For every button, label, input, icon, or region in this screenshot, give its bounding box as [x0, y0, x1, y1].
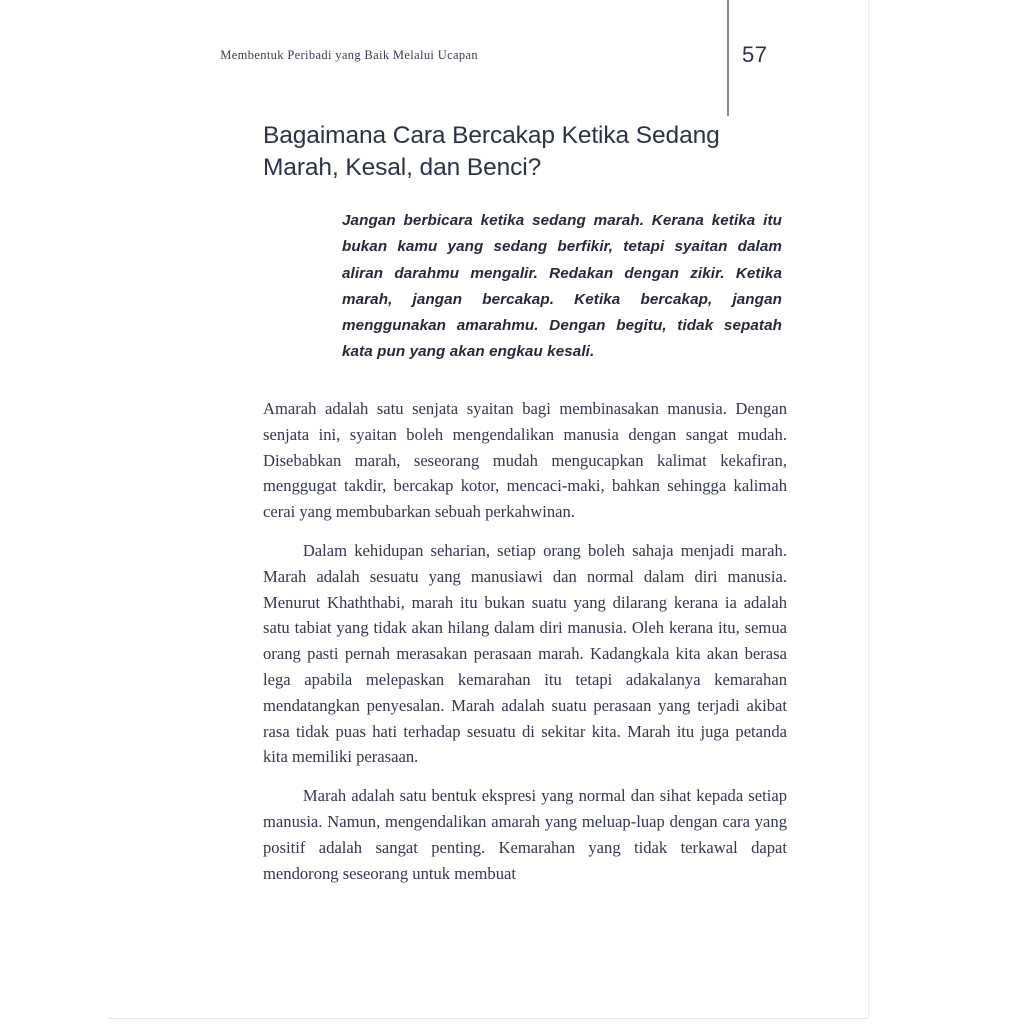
paragraph: Marah adalah satu bentuk ekspresi yang normal dan sihat kepada setiap manusia. Namun, mengendalikan amarah yang meluap-luap dengan cara yang positif adalah sangat penting. Kemarahan yang tidak terkawal dapat mendorong seseorang untuk membuat	[263, 786, 787, 883]
running-head-title: Membentuk Peribadi yang Baik Melalui Ucapan	[220, 48, 478, 62]
page-number: 57	[742, 42, 768, 67]
page-title: Bagaimana Cara Bercakap Ketika Sedang Marah, Kesal, dan Benci?	[263, 122, 720, 182]
paragraph: Dalam kehidupan seharian, setiap orang boleh sahaja menjadi marah. Marah adalah sesuatu yang manusiawi dan normal dalam diri manusia. Menurut Khaththabi, marah itu bukan suatu yang dilarang kerana ia adalah satu tabiat yang tidak akan hilang dalam diri manusia. Oleh kerana itu, semua orang pasti pernah merasakan perasaan marah. Kadangkala kita akan berasa lega apabila melepaskan kemarahan itu tetapi adakalanya kemarahan mendatangkan penyesalan. Marah adalah suatu perasaan yang terjadi akibat rasa tidak puas hati terhadap sesuatu di sekitar kita. Marah itu juga petanda kita memiliki perasaan.	[263, 540, 787, 767]
page-edge-right-line	[868, 0, 869, 1018]
paragraph: Amarah adalah satu senjata syaitan bagi membinasakan manusia. Dengan senjata ini, syaitan boleh mengendalikan manusia dengan sangat mudah. Disebabkan marah, seseorang mudah mengucapkan kalimat kekafiran, menggugat takdir, bercakap kotor, mencaci-maki, bahkan sehingga kalimah cerai yang membubarkan sebuah perkahwinan.	[263, 399, 787, 522]
running-head	[220, 42, 786, 72]
page-edge-bottom-line	[108, 1018, 868, 1019]
body-copy	[263, 396, 787, 899]
pull-quote: Jangan berbicara ketika sedang marah. Kerana ketika itu bukan kamu yang sedang berfikir, tetapi syaitan dalam aliran darahmu mengalir. Redakan dengan zikir. Ketika marah, jangan bercakap. Ketika bercakap, jangan menggunakan amarahmu. Dengan begitu, tidak sepatah kata pun yang akan engkau kesali.	[342, 212, 782, 361]
header-divider-rule	[727, 0, 729, 116]
